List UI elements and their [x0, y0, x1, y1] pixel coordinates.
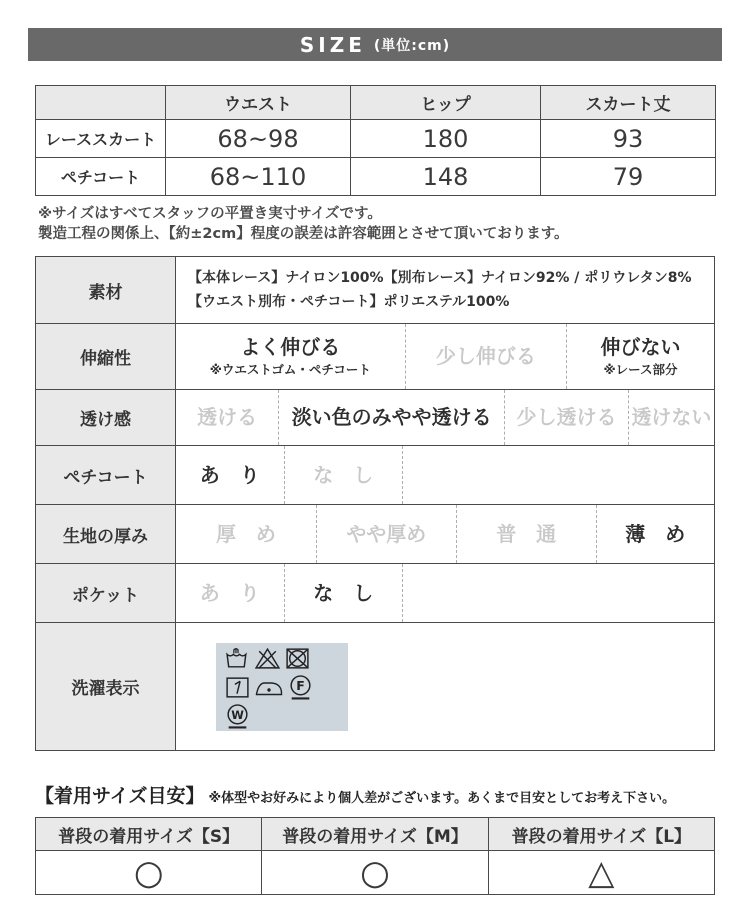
spec-label-stretch: 伸縮性: [36, 324, 176, 389]
stretch-option-some: 少し伸びる: [405, 324, 566, 389]
petticoat-options: [176, 446, 714, 504]
petticoat-length-value: 79: [541, 158, 716, 196]
spec-label-material: 素材: [36, 257, 176, 323]
thickness-option-thin: 薄 め: [596, 505, 714, 563]
care-value: [176, 623, 714, 750]
size-section-banner: [28, 28, 722, 61]
size-table-corner-cell: [36, 86, 166, 120]
spec-row-material: [36, 257, 714, 323]
size-row-label-petticoat: ペチコート: [36, 158, 166, 196]
stretch-options: [176, 324, 714, 389]
wet-clean-w-icon: [224, 703, 251, 730]
table-row: [36, 158, 716, 196]
spec-label-sheerness: 透け感: [36, 390, 176, 445]
thickness-option-thick: 厚 め: [215, 521, 276, 546]
material-line-2: 【ウエスト別布・ペチコート】ポリエステル100%: [188, 294, 510, 311]
lace-skirt-hip-value: 180: [351, 120, 541, 158]
size-notes: [38, 205, 750, 244]
petticoat-hip-value: 148: [351, 158, 541, 196]
spec-label-thickness: 生地の厚み: [36, 505, 176, 563]
fit-mark-s: ○: [36, 851, 262, 895]
size-table-col-waist: ウエスト: [166, 86, 351, 120]
fit-mark-m: ○: [262, 851, 488, 895]
pocket-option-yes: あ り: [199, 580, 260, 605]
petticoat-option-filler: [402, 446, 714, 504]
svg-text:F: F: [296, 677, 305, 693]
dry-clean-f-icon: [287, 674, 314, 701]
svg-text:W: W: [231, 707, 244, 722]
fit-col-size-l: 普段の着用サイズ【L】: [488, 818, 714, 851]
sheerness-options: [176, 390, 714, 445]
material-line-1: 【本体レース】ナイロン100%【別布レース】ナイロン92% / ポリウレタン8%: [188, 269, 692, 286]
thickness-options: [176, 505, 714, 563]
fit-col-size-s: 普段の着用サイズ【S】: [36, 818, 262, 851]
thickness-option-somewhat-thick: やや厚め: [316, 505, 456, 563]
size-note-line-1: ※サイズはすべてスタッフの平置き実寸サイズです。: [38, 206, 382, 222]
iron-low-icon: [254, 674, 284, 701]
do-not-bleach-icon: [254, 645, 281, 672]
lace-skirt-length-value: 93: [541, 120, 716, 158]
drip-dry-icon: [224, 674, 251, 701]
fit-guide-note: ※体型やお好みにより個人差がございます。あくまで目安としてお考え下さい。: [208, 791, 676, 807]
size-table-header-row: [36, 86, 716, 120]
pocket-option-filler: [402, 564, 714, 622]
lace-skirt-waist-value: 68~98: [166, 120, 351, 158]
petticoat-option-no: な し: [284, 446, 402, 504]
sheerness-option-sheer: 透ける: [197, 405, 258, 430]
do-not-tumble-dry-icon: [284, 645, 311, 672]
spec-label-pocket: ポケット: [36, 564, 176, 622]
size-table-col-hip: ヒップ: [351, 86, 541, 120]
spec-row-thickness: [36, 504, 714, 563]
spec-row-pocket: [36, 563, 714, 622]
spec-row-sheerness: [36, 389, 714, 445]
fit-guide-table: [35, 817, 715, 895]
fit-guide-caption: [35, 781, 750, 808]
spec-label-petticoat: ペチコート: [36, 446, 176, 504]
spec-row-stretch: [36, 323, 714, 389]
stretch-option-high: よく伸びる ※ウエストゴム・ペチコート: [209, 335, 371, 378]
size-table-col-length: スカート丈: [541, 86, 716, 120]
pocket-option-no: な し: [284, 564, 402, 622]
size-row-label-lace-skirt: レーススカート: [36, 120, 166, 158]
size-banner-unit: (単位:cm): [373, 37, 451, 54]
spec-row-petticoat: [36, 445, 714, 504]
petticoat-option-yes: あ り: [199, 462, 260, 487]
size-measurements-table: [35, 85, 716, 196]
pocket-options: [176, 564, 714, 622]
size-banner-title: SIZE: [299, 32, 366, 57]
hand-wash-icon: [224, 645, 251, 672]
sheerness-option-slight: 少し透ける: [504, 390, 628, 445]
spec-label-care: 洗濯表示: [36, 623, 176, 750]
stretch-option-none: 伸びない ※レース部分: [566, 324, 714, 389]
sheerness-option-opaque: 透けない: [628, 390, 714, 445]
material-value: [176, 257, 714, 323]
thickness-option-normal: 普 通: [456, 505, 596, 563]
fit-mark-l: △: [488, 851, 714, 895]
fit-guide-title: 【着用サイズ目安】: [35, 785, 205, 808]
sheerness-option-light-colors: 淡い色のみやや透ける: [278, 390, 504, 445]
care-label-image: [216, 643, 348, 731]
petticoat-waist-value: 68~110: [166, 158, 351, 196]
table-row: [36, 120, 716, 158]
fit-guide-header-row: [36, 818, 715, 851]
fit-guide-marks-row: [36, 851, 715, 895]
size-note-line-2: 製造工程の関係上、【約±2cm】程度の誤差は許容範囲とさせて頂いております。: [38, 225, 569, 242]
spec-row-care: [36, 622, 714, 750]
product-spec-table: [35, 256, 715, 751]
fit-col-size-m: 普段の着用サイズ【M】: [262, 818, 488, 851]
